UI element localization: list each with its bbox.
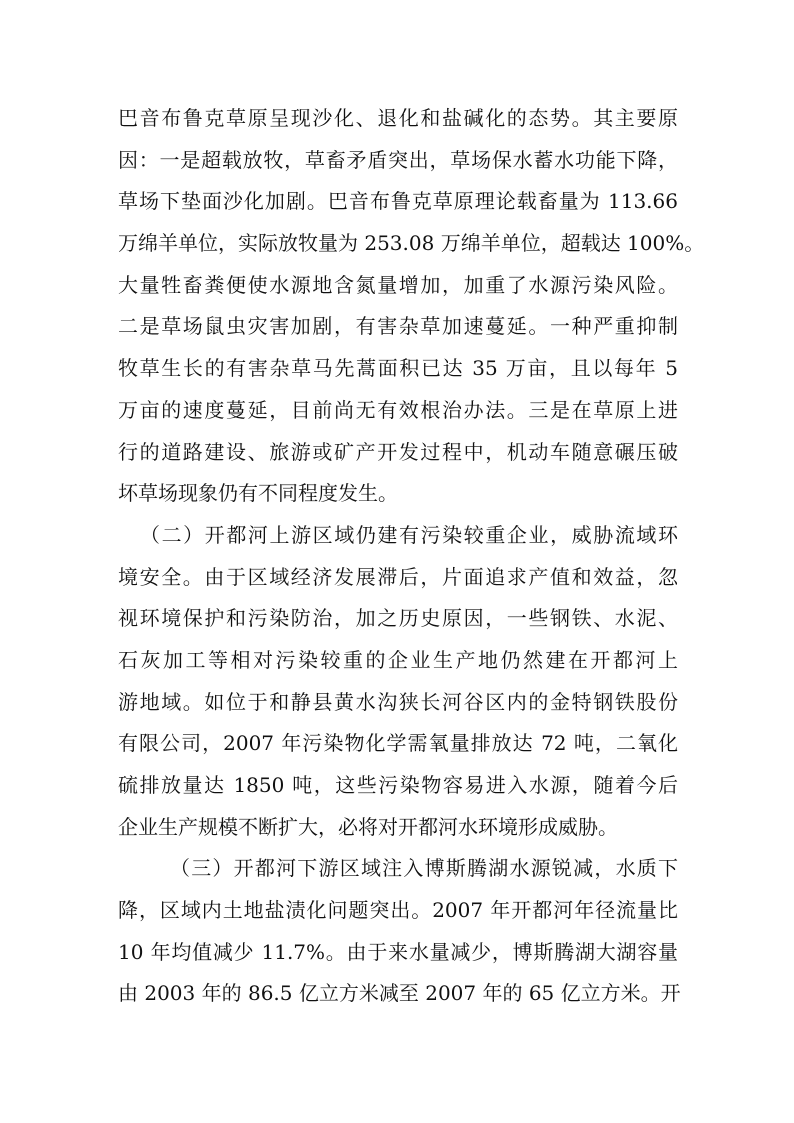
text-line: 游地域。如位于和静县黄水沟狭长河谷区内的金特钢铁股份 [118,689,678,714]
text-line: 境安全。由于区域经济发展滞后，片面追求产值和效益，忽 [118,564,678,589]
body-text [118,98,705,1015]
text-line: 万亩的速度蔓延，目前尚无有效根治办法。三是在草原上进 [118,397,678,422]
text-line: 因：一是超载放牧，草畜矛盾突出，草场保水蓄水功能下降， [118,147,678,172]
text-line: 企业生产规模不断扩大，必将对开都河水环境形成威胁。 [118,814,618,839]
text-line: 行的道路建设、旅游或矿产开发过程中，机动车随意碾压破 [118,439,678,464]
text-line: 坏草场现象仍有不同程度发生。 [118,481,398,506]
text-line: 万绵羊单位，实际放牧量为 253.08 万绵羊单位，超载达 100%。 [118,231,705,256]
text-line: 二是草场鼠虫灾害加剧，有害杂草加速蔓延。一种严重抑制 [118,314,678,339]
text-line: 牧草生长的有害杂草马先蒿面积已达 35 万亩，且以每年 5 [118,356,678,381]
text-line: 石灰加工等相对污染较重的企业生产地仍然建在开都河上 [118,647,678,672]
text-line: 巴音布鲁克草原呈现沙化、退化和盐碱化的态势。其主要原 [118,106,678,130]
text-line: 由 2003 年的 86.5 亿立方米减至 2007 年的 65 亿立方米。开 [118,981,681,1006]
section-heading-line: （二）开都河上游区域仍建有污染较重企业，威胁流域环 [140,522,678,547]
text-line: 大量牲畜粪便使水源地含氮量增加，加重了水源污染风险。 [118,272,678,297]
text-line: 降，区域内土地盐渍化问题突出。2007 年开都河年径流量比 [118,898,678,923]
text-line: 有限公司，2007 年污染物化学需氧量排放达 72 吨，二氧化 [118,731,678,756]
section-heading-line: （三）开都河下游区域注入博斯腾湖水源锐减，水质下 [170,856,678,881]
text-line: 视环境保护和污染防治，加之历史原因，一些钢铁、水泥、 [118,606,678,631]
text-line: 硫排放量达 1850 吨，这些污染物容易进入水源，随着今后 [118,773,678,797]
text-line: 10 年均值减少 11.7%。由于来水量减少，博斯腾湖大湖容量 [118,939,678,964]
text-line: 草场下垫面沙化加剧。巴音布鲁克草原理论载畜量为 113.66 [118,189,678,214]
